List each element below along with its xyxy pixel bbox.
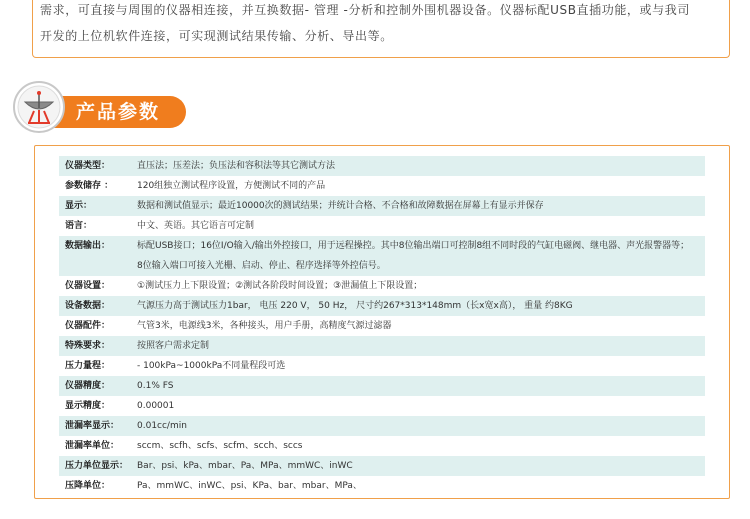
param-row (59, 276, 705, 296)
param-value: sccm、scfh、scfs、scfm、scch、sccs (137, 441, 303, 451)
param-label: 语言： (65, 221, 93, 231)
param-row (59, 336, 705, 356)
param-value: 0.01cc/min (137, 421, 187, 431)
section-title: 产品参数 (76, 101, 161, 123)
param-label: 特殊要求： (65, 341, 111, 351)
param-row (59, 196, 705, 216)
param-value: 气管3米，电源线3米，各种接头，用户手册，高精度气源过滤器 (137, 321, 392, 331)
param-value: 0.1% FS (137, 381, 174, 391)
param-label: 泄漏率单位： (65, 441, 120, 451)
param-value: 120组独立测试程序设置，方便测试不同的产品 (137, 181, 326, 191)
param-row (59, 216, 705, 236)
param-row (59, 156, 705, 176)
param-value: 中文、英语。其它语言可定制 (137, 221, 255, 231)
param-row (59, 376, 705, 396)
param-row (59, 456, 705, 476)
param-value: ①测试压力上下限设置；②测试各阶段时间设置；③泄漏值上下限设置； (137, 281, 423, 291)
param-value (137, 236, 705, 256)
param-value: 按照客户需求定制 (137, 341, 210, 351)
intro-line-2: 开发的上位机软件连接，可实现测试结果传输、分析、导出等。 (40, 29, 393, 43)
param-row (59, 356, 705, 376)
param-row (59, 436, 705, 456)
param-label: 压降单位： (65, 481, 111, 491)
param-label: 仪器精度： (65, 381, 111, 391)
param-label: 显示： (65, 201, 93, 211)
param-row (59, 176, 705, 196)
param-row (59, 476, 705, 496)
param-value: 气源压力高于测试压力1bar， 电压 220 V， 50 Hz， 尺寸约267*313*148mm（长x宽x高）， 重量 约8KG (137, 301, 573, 311)
param-value: Pa、mmWC、inWC、psi、KPa、bar、mbar、MPa、 (137, 481, 362, 491)
param-label: 参数储存 ： (65, 181, 114, 191)
param-row (59, 396, 705, 416)
param-label: 仪器配件： (65, 321, 111, 331)
param-label: 压力单位显示： (65, 461, 129, 471)
param-label: 仪器类型： (65, 161, 111, 171)
intro-box (32, 0, 730, 58)
param-value-line-1: 标配USB接口；16位I/O输入/输出外控接口，用于远程操控。其中8位输出端口可控制8组不同时段的气缸电磁阀、继电器、声光报警器等； (137, 241, 690, 251)
param-value: - 100kPa~1000kPa不同量程段可选 (137, 361, 286, 371)
antenna-dish-icon (12, 80, 66, 134)
intro-line-1: 需求，可直接与周围的仪器相连接，并互换数据- 管理 -分析和控制外围机器设备。仪器标配USB直插功能，或与我司 (40, 3, 690, 17)
param-value: Bar、psi、kPa、mbar、Pa、MPa、mmWC、inWC (137, 461, 353, 471)
param-row (59, 296, 705, 316)
param-value: 0.00001 (137, 401, 175, 411)
param-row (59, 316, 705, 336)
param-value: 数据和测试值显示；最近10000次的测试结果；并统计合格、不合格和故障数据在屏幕上有显示并保存 (137, 201, 544, 211)
param-row-continued (59, 256, 705, 276)
param-label: 泄漏率显示： (65, 421, 120, 431)
param-box (34, 145, 730, 499)
section-header (12, 80, 182, 132)
param-label: 设备数据： (65, 301, 111, 311)
param-row (59, 416, 705, 436)
param-label: 压力量程： (65, 361, 111, 371)
param-row (59, 236, 705, 256)
param-table (59, 156, 705, 496)
param-label: 仪器设置： (65, 281, 111, 291)
param-value-line-2: 8位输入端口可接入光栅、启动、停止、程序选择等外控信号。 (137, 261, 386, 271)
param-label: 数据输出： (65, 241, 111, 251)
param-value: 直压法；压差法；负压法和容积法等其它测试方法 (137, 161, 336, 171)
param-label: 显示精度： (65, 401, 111, 411)
